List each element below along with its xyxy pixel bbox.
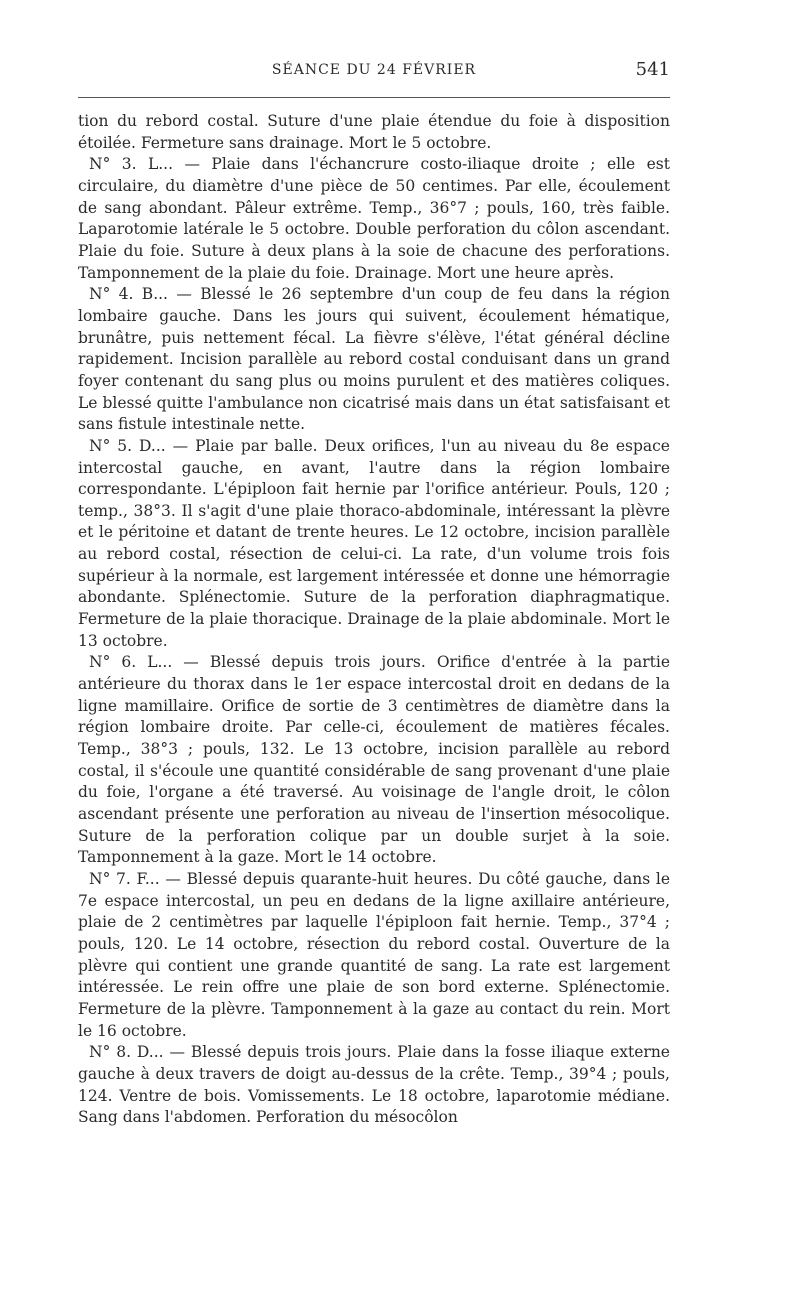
page-header xyxy=(78,58,670,84)
paragraph-case-4: N° 4. B... — Blessé le 26 septembre d'un coup de feu dans la région lombaire gauche. Dans les jours qui suivent, écoulement hématique, brunâtre, puis nettement fécal. La fièvre s'élève, l'état général décline rapidement. Incision parallèle au rebord costal conduisant dans un grand foyer contenant du sang plus ou moins purulent et des matières coliques. Le blessé quitte l'ambulance non cicatrisé mais dans un état satisfaisant et sans fistule intestinale nette. xyxy=(78,285,670,434)
running-title: SÉANCE DU 24 FÉVRIER xyxy=(271,62,477,78)
paragraph-continuation: tion du rebord costal. Suture d'une plaie étendue du foie à disposition étoilée. Fermeture sans drainage. Mort le 5 octobre. xyxy=(78,112,670,152)
body-text xyxy=(78,111,670,1129)
header-rule xyxy=(78,97,670,98)
page-number: 541 xyxy=(635,59,670,80)
paragraph-case-8: N° 8. D... — Blessé depuis trois jours. Plaie dans la fosse iliaque externe gauche à deux travers de doigt au-dessus de la crête. Temp., 39°4 ; pouls, 124. Ventre de bois. Vomissements. Le 18 octobre, laparotomie médiane. Sang dans l'abdomen. Perforation du mésocôlon xyxy=(78,1043,670,1127)
paragraph-case-3: N° 3. L... — Plaie dans l'échancrure costo-iliaque droite ; elle est circulaire, du diamètre d'une pièce de 50 centimes. Par elle, écoulement de sang abondant. Pâleur extrême. Temp., 36°7 ; pouls, 160, très faible. Laparotomie latérale le 5 octobre. Double perforation du côlon ascendant. Plaie du foie. Suture à deux plans à la soie de chacune des perforations. Tamponnement de la plaie du foie. Drainage. Mort une heure après. xyxy=(78,155,670,282)
paragraph-case-6: N° 6. L... — Blessé depuis trois jours. Orifice d'entrée à la partie antérieure du thorax dans le 1er espace intercostal droit en dedans de la ligne mamillaire. Orifice de sortie de 3 centimètres de diamètre dans la région lombaire droite. Par celle-ci, écoulement de matières fécales. Temp., 38°3 ; pouls, 132. Le 13 octobre, incision parallèle au rebord costal, il s'écoule une quantité considérable de sang provenant d'une plaie du foie, l'organe a été traversé. Au voisinage de l'angle droit, le côlon ascendant présente une perforation au niveau de l'insertion mésocolique. Suture de la perforation colique par un double surjet à la soie. Tamponnement à la gaze. Mort le 14 octobre. xyxy=(78,653,670,867)
paragraph-case-5: N° 5. D... — Plaie par balle. Deux orifices, l'un au niveau du 8e espace intercostal gauche, en avant, l'autre dans la région lombaire correspondante. L'épiploon fait hernie par l'orifice antérieur. Pouls, 120 ; temp., 38°3. Il s'agit d'une plaie thoraco-abdominale, intéressant la plèvre et le péritoine et datant de trente heures. Le 12 octobre, incision parallèle au rebord costal, résection de celui-ci. La rate, d'un volume trois fois supérieur à la normale, est largement intéressée et donne une hémorragie abondante. Splénectomie. Suture de la perforation diaphragmatique. Fermeture de la plaie thoracique. Drainage de la plaie abdominale. Mort le 13 octobre. xyxy=(78,436,670,650)
paragraph-case-7: N° 7. F... — Blessé depuis quarante-huit heures. Du côté gauche, dans le 7e espace intercostal, un peu en dedans de la ligne axillaire antérieure, plaie de 2 centimètres par laquelle l'épiploon fait hernie. Temp., 37°4 ; pouls, 120. Le 14 octobre, résection du rebord costal. Ouverture de la plèvre qui contient une grande quantité de sang. La rate est largement intéressée. Le rein offre une plaie de son bord externe. Splénectomie. Fermeture de la plèvre. Tamponnement à la gaze au contact du rein. Mort le 16 octobre. xyxy=(78,869,670,1040)
